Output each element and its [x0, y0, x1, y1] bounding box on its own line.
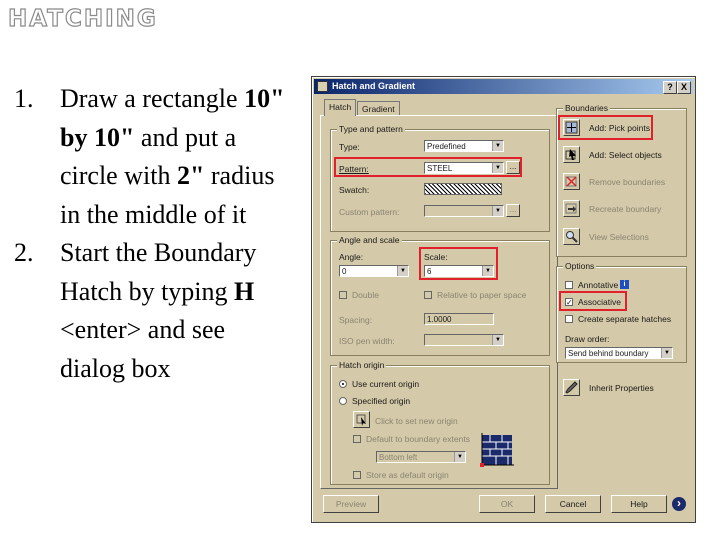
app-icon [317, 81, 328, 92]
swatch-label: Swatch: [339, 185, 370, 195]
scale-highlight [419, 247, 498, 280]
dialog-titlebar[interactable] [314, 79, 693, 94]
separate-hatches-checkbox[interactable] [565, 315, 573, 323]
type-value: Predefined [427, 142, 466, 151]
close-icon[interactable]: X [677, 81, 691, 94]
scale-label: Scale: [424, 252, 448, 262]
group-label: Boundaries [565, 103, 609, 113]
associative-label: Associative [578, 297, 621, 307]
recreate-boundary-label[interactable]: Recreate boundary [589, 204, 662, 214]
recreate-boundary-icon [565, 202, 578, 215]
chevron-down-icon[interactable]: ▼ [397, 266, 408, 276]
chevron-down-icon[interactable]: ▼ [482, 266, 493, 276]
recreate-boundary-button[interactable] [563, 200, 580, 217]
step-bold: H [234, 276, 255, 306]
add-select-objects-label[interactable]: Add: Select objects [589, 150, 662, 160]
relative-paper-label: Relative to paper space [437, 290, 527, 300]
list-number: 2. [14, 238, 34, 267]
group-label: Options [565, 261, 595, 271]
annotative-label: Annotative [578, 280, 619, 290]
iso-pen-select[interactable] [424, 334, 504, 346]
chevron-down-icon[interactable]: ▼ [492, 141, 503, 151]
cancel-button[interactable]: Cancel [545, 495, 601, 513]
chevron-down-icon[interactable]: ▼ [492, 163, 503, 173]
pattern-highlight [334, 157, 522, 177]
relative-paper-checkbox[interactable] [424, 291, 432, 299]
hatch-gradient-dialog [311, 76, 696, 523]
group-label: Hatch origin [339, 360, 385, 370]
default-extents-checkbox[interactable] [353, 435, 361, 443]
ok-button[interactable]: OK [479, 495, 535, 513]
step-text: <enter> and see dialog box [60, 315, 226, 383]
chevron-down-icon[interactable]: ▼ [661, 348, 672, 358]
chevron-down-icon[interactable]: ▼ [454, 452, 465, 462]
spacing-input[interactable] [424, 313, 494, 325]
add-select-objects-button[interactable] [563, 146, 580, 163]
chevron-down-icon[interactable]: ▼ [492, 335, 503, 345]
chevron-down-icon[interactable]: ▼ [492, 206, 503, 216]
help-button[interactable]: Help [611, 495, 667, 513]
inherit-properties-label[interactable]: Inherit Properties [589, 383, 654, 393]
separate-hatches-label: Create separate hatches [578, 314, 672, 324]
draw-order-value: Send behind boundary [568, 349, 649, 358]
list-item [14, 80, 294, 234]
inherit-properties-button[interactable] [563, 379, 580, 396]
draw-order-label: Draw order: [565, 334, 610, 344]
specified-origin-radio[interactable] [339, 397, 347, 405]
step-text: Draw a rectangle [60, 84, 245, 113]
pattern-value: STEEL [427, 164, 453, 173]
view-selections-label[interactable]: View Selections [589, 232, 649, 242]
step-bold: 10" by 10" [60, 84, 285, 152]
angle-label: Angle: [339, 252, 364, 262]
pick-points-highlight [558, 115, 653, 140]
angle-select[interactable] [339, 265, 409, 277]
pick-origin-icon [355, 413, 368, 426]
preview-button[interactable]: Preview [323, 495, 379, 513]
store-default-checkbox[interactable] [353, 471, 361, 479]
store-default-label: Store as default origin [366, 470, 449, 480]
iso-pen-label: ISO pen width: [339, 336, 395, 346]
associative-checkbox[interactable]: ✓ [566, 298, 573, 307]
group-label: Type and pattern [339, 124, 403, 134]
list-item [14, 234, 294, 388]
double-label: Double [352, 290, 379, 300]
associative-highlight [559, 291, 627, 311]
remove-boundaries-button[interactable] [563, 173, 580, 190]
step-text: Start the Boundary Hatch by typing [60, 238, 257, 306]
step-text: radius in the middle of it [60, 161, 275, 229]
select-objects-icon [565, 148, 578, 161]
group-label: Angle and scale [339, 235, 400, 245]
add-pick-points-label[interactable]: Add: Pick points [589, 123, 650, 133]
set-origin-button[interactable] [353, 411, 370, 428]
help-icon[interactable]: ? [663, 81, 677, 94]
click-set-origin-label: Click to set new origin [375, 416, 458, 426]
pattern-swatch[interactable] [424, 183, 502, 195]
eyedropper-icon [565, 381, 578, 394]
scale-value: 6 [427, 267, 432, 276]
angle-value: 0 [342, 267, 347, 276]
draw-order-select[interactable] [565, 347, 673, 359]
specified-origin-label: Specified origin [352, 396, 411, 406]
step-bold: 2" [176, 161, 205, 190]
tab-gradient[interactable]: Gradient [357, 101, 400, 116]
list-number: 1. [14, 84, 34, 113]
instruction-list [14, 80, 294, 388]
more-options-button[interactable]: › [672, 497, 686, 511]
custom-pattern-select[interactable] [424, 205, 504, 217]
slide-title: HATCHING [8, 6, 158, 32]
type-select[interactable] [424, 140, 504, 152]
spacing-label: Spacing: [339, 315, 373, 325]
double-checkbox[interactable] [339, 291, 347, 299]
type-label: Type: [339, 142, 360, 152]
origin-preview-icon [480, 433, 514, 467]
current-origin-radio[interactable] [339, 380, 347, 388]
current-origin-label: Use current origin [352, 379, 420, 389]
tab-hatch[interactable]: Hatch [324, 99, 356, 116]
custom-browse-button[interactable]: ... [506, 204, 520, 217]
origin-position-select[interactable] [376, 451, 466, 463]
spacing-value: 1.0000 [427, 315, 452, 324]
dialog-title: Hatch and Gradient [332, 81, 416, 91]
remove-boundaries-icon [565, 175, 578, 188]
info-icon[interactable]: i [620, 280, 629, 289]
view-selections-button[interactable] [563, 228, 580, 245]
custom-pattern-label: Custom pattern: [339, 207, 400, 217]
pattern-label: Pattern: [339, 164, 369, 174]
default-extents-label: Default to boundary extents [366, 434, 470, 444]
annotative-checkbox[interactable] [565, 281, 573, 289]
pattern-browse-button[interactable]: ... [506, 161, 520, 174]
step-text: and put a circle with [60, 122, 237, 190]
remove-boundaries-label[interactable]: Remove boundaries [589, 177, 666, 187]
magnifier-icon [565, 230, 578, 243]
origin-position-value: Bottom left [379, 453, 418, 462]
